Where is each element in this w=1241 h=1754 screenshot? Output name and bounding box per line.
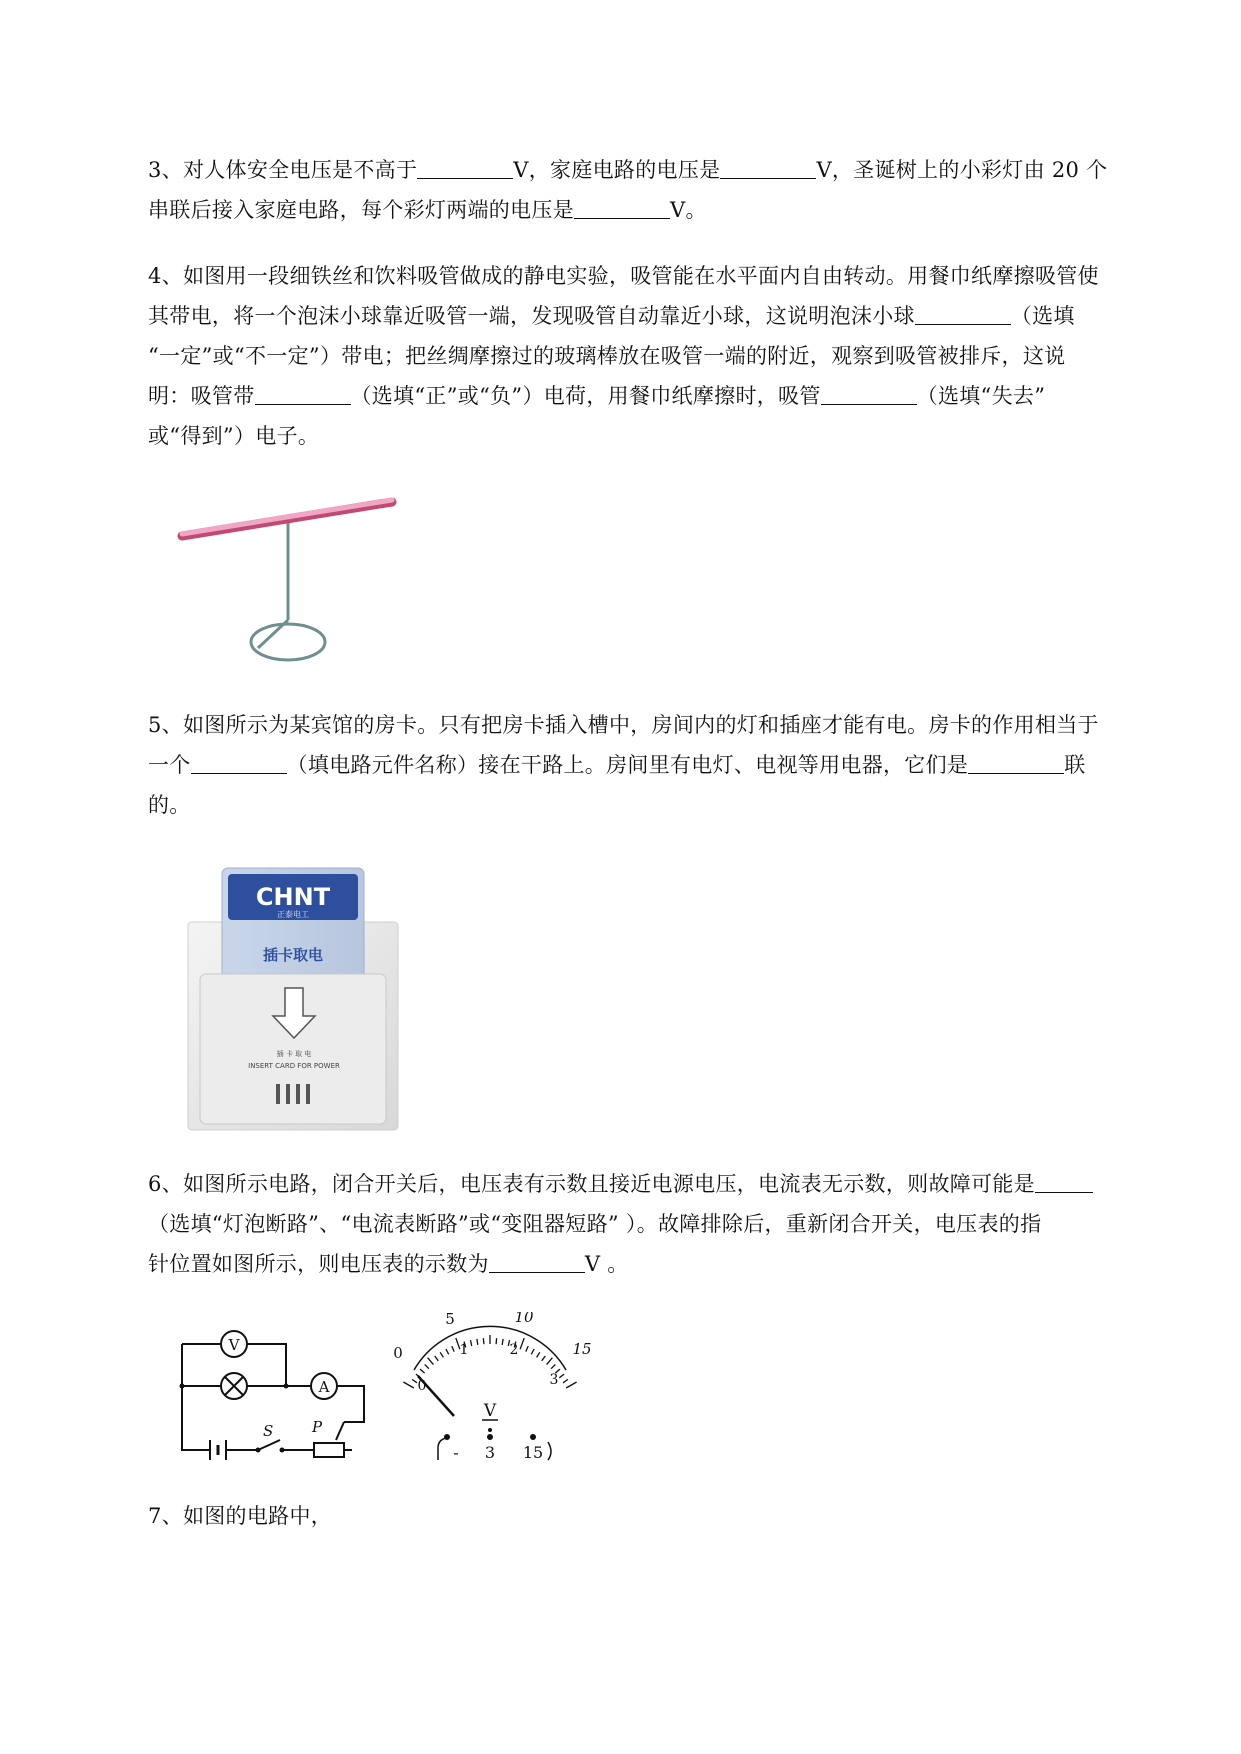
dial-tick <box>537 1352 540 1357</box>
dial-tick <box>502 1339 503 1345</box>
junction-dot <box>180 1384 185 1389</box>
scale-label-lower: 1 <box>459 1342 469 1358</box>
terminal-label: 15 <box>522 1443 544 1462</box>
vent-slot <box>276 1084 280 1104</box>
switch-label: S <box>263 1422 274 1440</box>
dial-tick <box>428 1358 434 1365</box>
scale-label-upper: 0 <box>393 1344 403 1362</box>
q4-line2 <box>148 302 1075 330</box>
answer-blank[interactable] <box>968 753 1064 774</box>
voltmeter-dial <box>378 1312 608 1462</box>
q6-text: V 。 <box>584 1252 629 1276</box>
dial-tick <box>446 1349 449 1354</box>
dial-tick <box>520 1338 524 1349</box>
scale-label-upper: 5 <box>445 1312 455 1328</box>
wire <box>337 1386 364 1422</box>
q4-line3: “一定”或“不一定”）带电；把丝绸摩擦过的玻璃棒放在吸管一端的附近，观察到吸管被排斥，这说 <box>148 344 1066 368</box>
unit-dot <box>488 1428 492 1432</box>
terminal-label: - <box>453 1443 459 1462</box>
q4-text: （选填“正”或“负”）电荷，用餐巾纸摩擦时，吸管 <box>350 384 821 408</box>
q4-line1: 4、如图用一段细铁丝和饮料吸管做成的静电实验，吸管能在水平面内自由转动。用餐巾纸摩擦吸管使 <box>148 264 1099 288</box>
q3-text: V，圣诞树上的小彩灯由 20 个 <box>816 158 1108 182</box>
voltmeter-label: V <box>228 1336 240 1354</box>
dial-tick <box>477 1339 478 1345</box>
q5-line3: 的。 <box>148 793 191 817</box>
q4-text: 明：吸管带 <box>148 384 255 408</box>
answer-blank[interactable] <box>417 158 513 179</box>
wire <box>182 1344 210 1450</box>
q4-text: 其带电，将一个泡沫小球靠近吸管一端，发现吸管自动靠近小球，这说明泡沫小球 <box>148 304 915 328</box>
answer-blank[interactable] <box>574 198 670 219</box>
q6-line3 <box>148 1250 629 1278</box>
scale-label-lower: 2 <box>509 1342 519 1358</box>
dial-unit: V <box>483 1401 497 1421</box>
dial-tick <box>531 1349 534 1354</box>
dial-tick <box>471 1340 472 1346</box>
scale-label-upper: 10 <box>514 1312 534 1326</box>
q6-text: 6、如图所示电路，闭合开关后，电压表有示数且接近电源电压，电流表无示数，则故障可能是 <box>148 1172 1035 1196</box>
dial-tick <box>412 1379 417 1382</box>
dial-tick <box>496 1338 497 1344</box>
card-brand: CHNT <box>255 883 331 911</box>
answer-blank[interactable] <box>255 384 351 405</box>
terminal-label: 3 <box>484 1443 496 1462</box>
dial-tick <box>403 1382 413 1388</box>
answer-blank[interactable] <box>191 753 287 774</box>
dial-tick <box>547 1358 553 1365</box>
dial-tick <box>483 1338 484 1344</box>
dial-tick <box>420 1369 425 1373</box>
q7-line1: 7、如图的电路中， <box>148 1504 333 1528</box>
slider-label: P <box>312 1418 323 1436</box>
q4-text: （选填 <box>1010 304 1075 328</box>
answer-blank[interactable] <box>821 384 917 405</box>
terminal-dot <box>487 1434 493 1440</box>
q6-line2: （选填“灯泡断路”、“电流表断路”或“变阻器短路” ）。故障排除后，重新闭合开关，电压表的指 <box>148 1212 1042 1236</box>
slot-label-cn: 插 卡 取 电 <box>276 1050 312 1058</box>
vent-slot <box>286 1084 290 1104</box>
dial-arc <box>414 1326 566 1370</box>
scale-label-lower: 3 <box>549 1372 559 1388</box>
dial-tick <box>452 1346 454 1352</box>
q3-text: V。 <box>670 198 707 222</box>
q5-text: （填电路元件名称）接在干路上。房间里有电灯、电视等用电器，它们是 <box>286 753 969 777</box>
terminal-dot <box>530 1434 536 1440</box>
terminal-dot <box>444 1434 450 1440</box>
ammeter-label: A <box>318 1378 330 1396</box>
card-label: 插卡取电 <box>262 946 324 964</box>
straw-on-wire-figure <box>170 488 400 668</box>
vent-slot <box>296 1084 300 1104</box>
q4-line5: 或“得到”）电子。 <box>148 424 320 448</box>
dial-tick <box>435 1356 439 1361</box>
switch-blade <box>258 1440 280 1450</box>
rheostat-slider <box>336 1422 344 1440</box>
terminal-wire <box>548 1442 551 1460</box>
q5-line2 <box>148 751 1086 779</box>
q5-text: 一个 <box>148 753 191 777</box>
dial-tick <box>542 1356 546 1361</box>
q4-line4 <box>148 382 1045 410</box>
q5-text: 联 <box>1064 753 1086 777</box>
wire-base-ring <box>251 624 325 660</box>
rheostat <box>314 1443 344 1457</box>
vent-slot <box>306 1084 310 1104</box>
circuit-diagram <box>170 1318 380 1460</box>
answer-blank[interactable] <box>489 1252 585 1273</box>
answer-blank[interactable] <box>1035 1172 1093 1193</box>
answer-blank[interactable] <box>720 158 816 179</box>
dial-tick <box>551 1364 555 1368</box>
answer-blank[interactable] <box>915 304 1011 325</box>
dial-tick <box>559 1374 564 1378</box>
junction-dot <box>284 1384 289 1389</box>
dial-tick <box>440 1352 443 1357</box>
wire <box>247 1344 286 1386</box>
scale-label-lower: 0 <box>417 1378 427 1394</box>
dial-tick <box>425 1364 429 1368</box>
q4-text: （选填“失去” <box>916 384 1046 408</box>
q3-text: 3、对人体安全电压是不高于 <box>148 158 418 182</box>
q5-line1: 5、如图所示为某宾馆的房卡。只有把房卡插入槽中，房间内的灯和插座才能有电。房卡的作用相当于 <box>148 713 1099 737</box>
dial-tick <box>563 1379 568 1382</box>
q3-text: 串联后接入家庭电路，每个彩灯两端的电压是 <box>148 198 574 222</box>
switch-contact <box>256 1448 261 1453</box>
dial-tick <box>566 1382 576 1388</box>
q3-line2 <box>148 196 707 224</box>
switch-contact <box>280 1448 285 1453</box>
card-brand-sub: 正泰电工 <box>277 910 309 919</box>
slot-label-en: INSERT CARD FOR POWER <box>248 1062 340 1070</box>
q3-line1 <box>148 156 1107 184</box>
q6-line1 <box>148 1170 1093 1198</box>
room-card-switch-figure <box>186 856 400 1132</box>
q3-text: V，家庭电路的电压是 <box>513 158 721 182</box>
scale-label-upper: 15 <box>572 1340 592 1358</box>
dial-tick <box>526 1346 528 1352</box>
q6-text: 针位置如图所示，则电压表的示数为 <box>148 1252 489 1276</box>
terminal-wire <box>438 1438 446 1460</box>
